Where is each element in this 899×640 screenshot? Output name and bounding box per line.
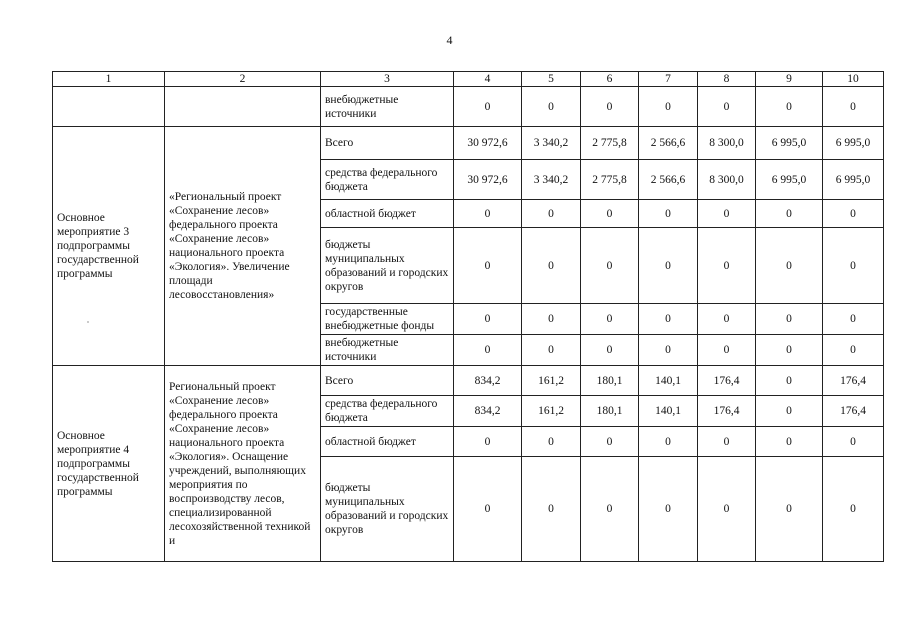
value-cell: 0: [454, 427, 522, 457]
value-cell: 180,1: [581, 396, 639, 427]
value-cell: 0: [581, 304, 639, 335]
activity-cell: Основное мероприятие 4 подпрограммы государственной программы: [53, 366, 165, 562]
value-cell: 0: [756, 87, 823, 127]
value-cell: 0: [756, 396, 823, 427]
value-cell: 0: [639, 457, 698, 562]
value-cell: 0: [698, 87, 756, 127]
header-cell-7: 7: [639, 72, 698, 87]
value-cell: 3 340,2: [522, 160, 581, 200]
value-cell: 0: [823, 87, 884, 127]
funding-source-cell: средства федерального бюджета: [321, 396, 454, 427]
value-cell: 0: [581, 87, 639, 127]
value-cell: 0: [823, 457, 884, 562]
value-cell: 161,2: [522, 366, 581, 396]
header-cell-8: 8: [698, 72, 756, 87]
value-cell: 140,1: [639, 366, 698, 396]
value-cell: 0: [698, 200, 756, 228]
value-cell: 0: [823, 304, 884, 335]
funding-source-cell: средства федерального бюджета: [321, 160, 454, 200]
funding-source-cell: бюджеты муниципальных образований и городских округов: [321, 457, 454, 562]
value-cell: 176,4: [698, 366, 756, 396]
value-cell: 8 300,0: [698, 127, 756, 160]
scan-speck: [87, 321, 89, 323]
value-cell: 30 972,6: [454, 160, 522, 200]
value-cell: 2 775,8: [581, 127, 639, 160]
funding-source-cell: Всего: [321, 366, 454, 396]
header-row: [53, 72, 884, 87]
value-cell: 8 300,0: [698, 160, 756, 200]
table-row: [53, 87, 884, 127]
value-cell: 834,2: [454, 366, 522, 396]
value-cell: 0: [639, 200, 698, 228]
funding-source-cell: бюджеты муниципальных образований и городских округов: [321, 228, 454, 304]
header-cell-6: 6: [581, 72, 639, 87]
budget-table: [52, 71, 884, 562]
value-cell: 0: [756, 457, 823, 562]
value-cell: 0: [756, 427, 823, 457]
value-cell: 6 995,0: [823, 127, 884, 160]
value-cell: 2 566,6: [639, 160, 698, 200]
value-cell: 0: [823, 335, 884, 366]
value-cell: 140,1: [639, 396, 698, 427]
activity-cell: Основное мероприятие 3 подпрограммы государственной программы: [53, 127, 165, 366]
value-cell: 176,4: [823, 396, 884, 427]
value-cell: 30 972,6: [454, 127, 522, 160]
value-cell: 0: [639, 335, 698, 366]
value-cell: 0: [698, 228, 756, 304]
value-cell: 0: [823, 427, 884, 457]
value-cell: 0: [454, 335, 522, 366]
value-cell: 0: [581, 457, 639, 562]
table-row: [53, 366, 884, 396]
value-cell: 0: [639, 87, 698, 127]
value-cell: 0: [756, 200, 823, 228]
value-cell: 0: [454, 200, 522, 228]
funding-source-cell: внебюджетные источники: [321, 335, 454, 366]
value-cell: 6 995,0: [823, 160, 884, 200]
value-cell: 0: [756, 228, 823, 304]
value-cell: 176,4: [823, 366, 884, 396]
funding-source-cell: государственные внебюджетные фонды: [321, 304, 454, 335]
value-cell: 0: [522, 228, 581, 304]
value-cell: 0: [581, 200, 639, 228]
value-cell: 0: [522, 304, 581, 335]
value-cell: 161,2: [522, 396, 581, 427]
value-cell: 0: [756, 304, 823, 335]
value-cell: 0: [639, 304, 698, 335]
value-cell: 0: [522, 427, 581, 457]
value-cell: 0: [698, 304, 756, 335]
value-cell: 0: [698, 457, 756, 562]
header-cell-5: 5: [522, 72, 581, 87]
value-cell: 0: [823, 228, 884, 304]
description-cell: «Региональный проект «Сохранение лесов» федерального проекта «Сохранение лесов» национального проекта «Экология». Увеличение площади лесовосстановления»: [165, 127, 321, 366]
value-cell: 0: [823, 200, 884, 228]
funding-source-cell: внебюджетные источники: [321, 87, 454, 127]
value-cell: 2 775,8: [581, 160, 639, 200]
value-cell: 0: [454, 304, 522, 335]
page-number: 4: [446, 33, 453, 47]
value-cell: 834,2: [454, 396, 522, 427]
value-cell: 0: [522, 87, 581, 127]
value-cell: 0: [581, 427, 639, 457]
funding-source-cell: Всего: [321, 127, 454, 160]
header-cell-4: 4: [454, 72, 522, 87]
value-cell: 2 566,6: [639, 127, 698, 160]
funding-source-cell: областной бюджет: [321, 427, 454, 457]
value-cell: 0: [522, 457, 581, 562]
funding-source-cell: областной бюджет: [321, 200, 454, 228]
header-cell-2: 2: [165, 72, 321, 87]
value-cell: 0: [698, 427, 756, 457]
header-cell-3: 3: [321, 72, 454, 87]
description-cell: [165, 87, 321, 127]
description-cell: Региональный проект «Сохранение лесов» федерального проекта «Сохранение лесов» национального проекта «Экология». Оснащение учреждений, выполняющих мероприятия по воспроизводству лесов, специализированной лесохозяйственной техникой и: [165, 366, 321, 562]
value-cell: 6 995,0: [756, 160, 823, 200]
value-cell: 0: [639, 427, 698, 457]
value-cell: 0: [756, 366, 823, 396]
value-cell: 0: [581, 228, 639, 304]
value-cell: 0: [756, 335, 823, 366]
value-cell: 0: [454, 228, 522, 304]
value-cell: 0: [698, 335, 756, 366]
value-cell: 176,4: [698, 396, 756, 427]
header-cell-1: 1: [53, 72, 165, 87]
value-cell: 0: [522, 335, 581, 366]
activity-cell: [53, 87, 165, 127]
header-cell-9: 9: [756, 72, 823, 87]
table-row: [53, 127, 884, 160]
value-cell: 0: [454, 87, 522, 127]
value-cell: 6 995,0: [756, 127, 823, 160]
table-body: [53, 72, 884, 562]
header-cell-10: 10: [823, 72, 884, 87]
value-cell: 0: [522, 200, 581, 228]
value-cell: 180,1: [581, 366, 639, 396]
value-cell: 0: [454, 457, 522, 562]
value-cell: 0: [581, 335, 639, 366]
value-cell: 0: [639, 228, 698, 304]
value-cell: 3 340,2: [522, 127, 581, 160]
